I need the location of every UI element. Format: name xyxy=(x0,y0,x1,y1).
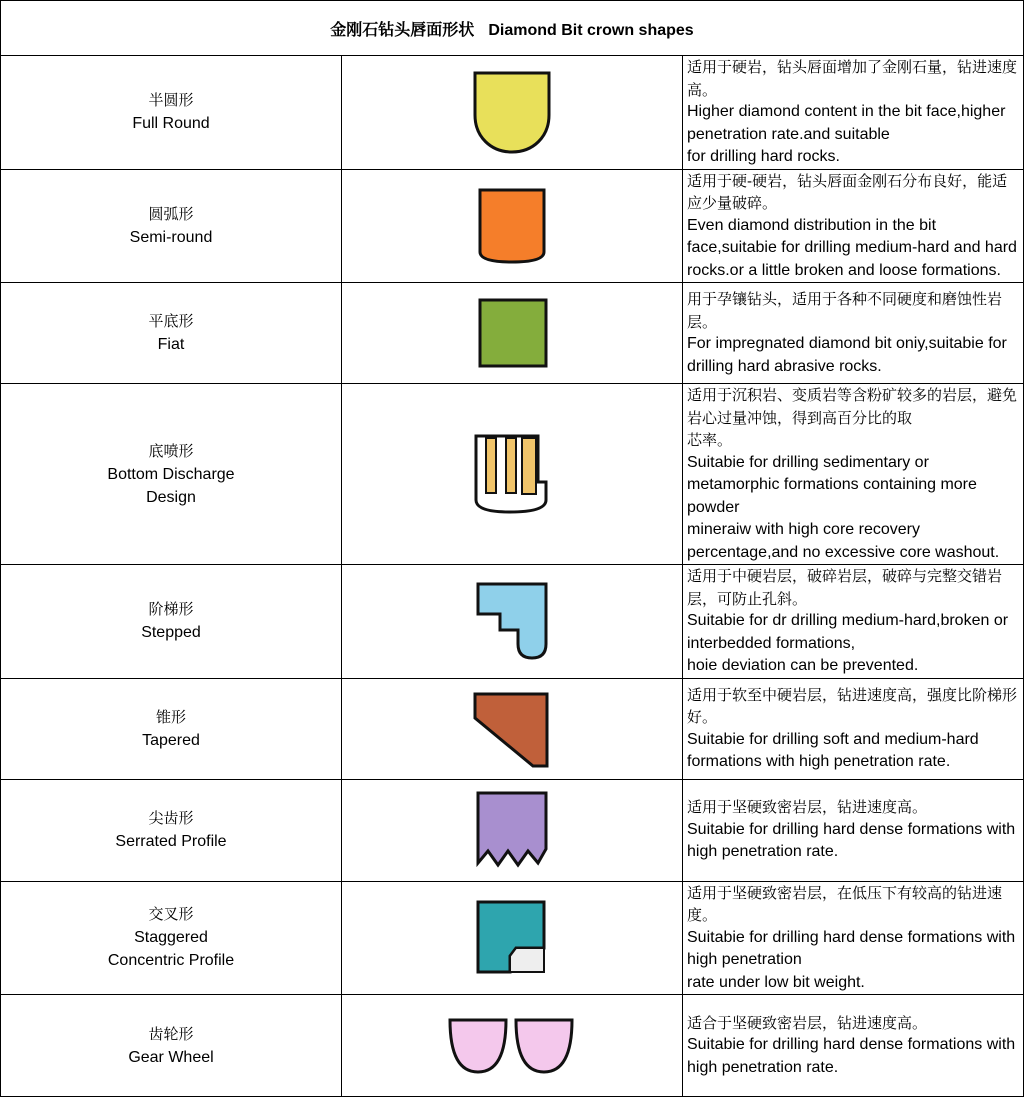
shape-name-cell xyxy=(1,678,342,779)
shape-name-cell xyxy=(1,565,342,679)
shape-image-cell xyxy=(342,995,683,1097)
description-zh: 适用于软至中硬岩层，钻进速度高，强度比阶梯形好。 xyxy=(687,685,1018,726)
gear-wheel-shape-icon xyxy=(342,1014,682,1078)
tapered-shape-icon xyxy=(342,686,682,772)
description-en: Suitabie for drilling hard dense formations with high penetration rate. xyxy=(687,820,1016,861)
shape-name-zh: 尖齿形 xyxy=(148,809,194,827)
shape-name-cell xyxy=(1,995,342,1097)
shape-name-cell xyxy=(1,56,342,170)
description-zh: 适用于坚硬致密岩层，在低压下有较高的钻进速度。 xyxy=(687,883,1003,924)
serrated-shape-icon xyxy=(342,787,682,873)
shape-description-cell xyxy=(683,779,1024,881)
shape-name-zh: 交叉形 xyxy=(148,905,194,924)
shape-name-zh: 阶梯形 xyxy=(148,600,194,619)
shape-name-zh: 齿轮形 xyxy=(148,1024,194,1043)
shape-image-cell xyxy=(342,283,683,384)
shape-image-cell xyxy=(342,779,683,881)
shape-name-cell xyxy=(1,169,342,283)
shape-name-zh: 锥形 xyxy=(155,707,186,726)
shape-image-cell xyxy=(342,678,683,779)
description-en: For impregnated diamond bit oniy,suitabie for drilling hard abrasive rocks. xyxy=(687,335,1007,375)
shape-description-cell xyxy=(683,169,1024,283)
shape-description-cell xyxy=(683,56,1024,170)
shape-name-en: Staggered Concentric Profile xyxy=(107,929,235,970)
shape-name-en: Fiat xyxy=(157,336,185,353)
shape-description-cell xyxy=(683,565,1024,679)
shape-image-cell xyxy=(342,565,683,679)
table-row xyxy=(1,995,1024,1097)
description-zh: 适用于坚硬致密岩层，钻进速度高。 xyxy=(687,798,928,817)
shape-image-cell xyxy=(342,169,683,283)
table-row xyxy=(1,283,1024,384)
shape-name-zh: 圆弧形 xyxy=(148,204,194,223)
staggered-shape-icon xyxy=(342,896,682,980)
shape-name-cell xyxy=(1,779,342,881)
title-zh: 金刚石钻头唇面形状 xyxy=(330,19,475,39)
title-en: Diamond Bit crown shapes xyxy=(488,21,694,39)
table-row xyxy=(1,881,1024,995)
table-row xyxy=(1,384,1024,565)
description-en: Suitabie for drilling soft and medium-hard formations with high penetration rate. xyxy=(687,730,979,770)
shape-name-en: Full Round xyxy=(132,115,210,133)
shape-name-cell xyxy=(1,384,342,565)
semi-round-shape-icon xyxy=(342,184,682,268)
description-zh: 适合于坚硬致密岩层，钻进速度高。 xyxy=(687,1013,928,1032)
shape-name-zh: 底喷形 xyxy=(148,441,194,460)
shape-description-cell xyxy=(683,881,1024,995)
stepped-shape-icon xyxy=(342,578,682,664)
table-row xyxy=(1,56,1024,170)
shape-description-cell xyxy=(683,283,1024,384)
shape-image-cell xyxy=(342,56,683,170)
shape-name-en: Bottom Discharge Design xyxy=(107,465,235,506)
table-row xyxy=(1,565,1024,679)
description-en: Suitabie for dr drilling medium-hard,broken or interbedded formations, hoie deviation can be prevented. xyxy=(687,612,1009,674)
description-zh: 适用于沉积岩、变质岩等含粉矿较多的岩层，避免岩心过量冲蚀，得到高百分比的取 芯率。 xyxy=(687,386,1018,449)
shape-name-en: Semi-round xyxy=(129,228,213,246)
description-en: Even diamond distribution in the bit face,suitabie for drilling medium-hard and hard rocks.or a little broken and loose formations. xyxy=(687,216,1017,279)
description-zh: 适用于硬岩，钻头唇面增加了金刚石量，钻进速度高。 xyxy=(687,58,1018,99)
shape-image-cell xyxy=(342,881,683,995)
description-zh: 适用于硬-硬岩，钻头唇面金刚石分布良好，能适应少量破碎。 xyxy=(687,171,1008,212)
description-zh: 用于孕镶钻头，适用于各种不同硬度和磨蚀性岩层。 xyxy=(687,290,1003,331)
shape-name-cell xyxy=(1,881,342,995)
description-en: Suitabie for drilling hard dense formations with high penetration rate under low bit weight. xyxy=(687,928,1016,991)
shape-name-zh: 平底形 xyxy=(148,312,194,330)
shape-description-cell xyxy=(683,384,1024,565)
shape-name-en: Serrated Profile xyxy=(115,833,227,850)
shape-name-en: Gear Wheel xyxy=(128,1048,214,1066)
flat-shape-icon xyxy=(342,295,682,371)
shape-description-cell xyxy=(683,995,1024,1097)
description-en: Suitabie for drilling sedimentary or metamorphic formations containing more powder mineraiw with high core recovery percentage,and no excessive core washout. xyxy=(687,453,1000,561)
title-row xyxy=(1,1,1024,56)
full-round-shape-icon xyxy=(342,67,682,157)
description-en: Suitabie for drilling hard dense formations with high penetration rate. xyxy=(687,1036,1016,1076)
shape-image-cell xyxy=(342,384,683,565)
table-row xyxy=(1,779,1024,881)
description-en: Higher diamond content in the bit face,higher penetration rate.and suitable for drilling hard rocks. xyxy=(687,103,1006,165)
shape-name-zh: 半圆形 xyxy=(148,91,194,110)
table-row xyxy=(1,169,1024,283)
bottom-discharge-shape-icon xyxy=(342,430,682,518)
table-title xyxy=(1,1,1024,56)
shape-name-cell xyxy=(1,283,342,384)
shape-description-cell xyxy=(683,678,1024,779)
table-row xyxy=(1,678,1024,779)
shape-name-en: Stepped xyxy=(141,624,201,642)
shape-name-en: Tapered xyxy=(142,731,200,749)
description-zh: 适用于中硬岩层，破碎岩层，破碎与完整交错岩层，可防止孔斜。 xyxy=(687,567,1003,608)
